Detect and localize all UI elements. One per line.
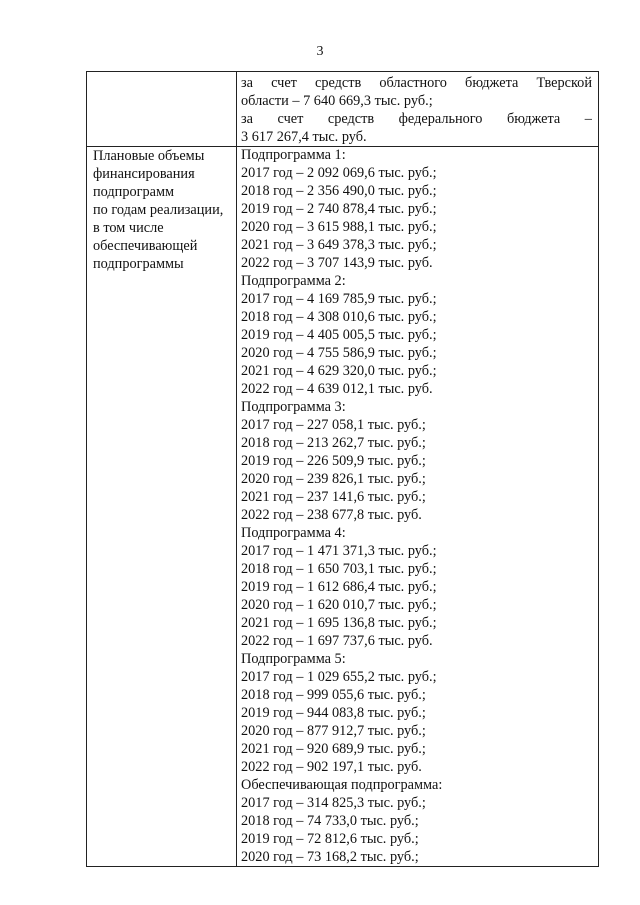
row1-label	[87, 72, 236, 74]
financing-line: 2018 год – 213 262,7 тыс. руб.;	[241, 435, 426, 451]
label-line: Плановые объемы	[93, 148, 205, 164]
financing-line: 2019 год – 72 812,6 тыс. руб.;	[241, 831, 419, 847]
financing-line: 2017 год – 2 092 069,6 тыс. руб.;	[241, 165, 437, 181]
financing-line: Подпрограмма 3:	[241, 399, 346, 415]
financing-line: 2019 год – 944 083,8 тыс. руб.;	[241, 705, 426, 721]
financing-line: 2022 год – 4 639 012,1 тыс. руб.	[241, 381, 433, 397]
financing-line: 2018 год – 1 650 703,1 тыс. руб.;	[241, 561, 437, 577]
financing-line: 2017 год – 4 169 785,9 тыс. руб.;	[241, 291, 437, 307]
financing-line: 2021 год – 4 629 320,0 тыс. руб.;	[241, 363, 437, 379]
regional-budget-line	[241, 74, 592, 92]
label-line: подпрограммы	[93, 256, 184, 272]
row1-value-cell	[237, 72, 599, 147]
label-line: в том числе	[93, 220, 164, 236]
financing-line: 2017 год – 314 825,3 тыс. руб.;	[241, 795, 426, 811]
financing-line: Подпрограмма 2:	[241, 273, 346, 289]
word: бюджета	[465, 75, 519, 91]
federal-budget-amount: 3 617 267,4 тыс. руб.	[241, 129, 367, 145]
financing-line: Подпрограмма 1:	[241, 147, 346, 163]
financing-line: 2018 год – 4 308 010,6 тыс. руб.;	[241, 309, 437, 325]
financing-line: 2019 год – 2 740 878,4 тыс. руб.;	[241, 201, 437, 217]
financing-line: 2020 год – 877 912,7 тыс. руб.;	[241, 723, 426, 739]
federal-budget-line	[241, 110, 592, 128]
financing-line: 2019 год – 1 612 686,4 тыс. руб.;	[241, 579, 437, 595]
financing-line: 2020 год – 1 620 010,7 тыс. руб.;	[241, 597, 437, 613]
financing-line: 2022 год – 238 677,8 тыс. руб.	[241, 507, 422, 523]
financing-line: 2022 год – 1 697 737,6 тыс. руб.	[241, 633, 433, 649]
word: за	[241, 111, 253, 127]
financing-line: 2021 год – 237 141,6 тыс. руб.;	[241, 489, 426, 505]
financing-line: 2021 год – 3 649 378,3 тыс. руб.;	[241, 237, 437, 253]
financing-line: 2019 год – 4 405 005,5 тыс. руб.;	[241, 327, 437, 343]
regional-budget-amount: области – 7 640 669,3 тыс. руб.;	[241, 93, 433, 109]
word: за	[241, 75, 253, 91]
financing-line: 2018 год – 999 055,6 тыс. руб.;	[241, 687, 426, 703]
label-line: обеспечивающей	[93, 238, 198, 254]
financing-line: 2017 год – 1 029 655,2 тыс. руб.;	[241, 669, 437, 685]
financing-line: 2022 год – 3 707 143,9 тыс. руб.	[241, 255, 433, 271]
financing-line: 2017 год – 1 471 371,3 тыс. руб.;	[241, 543, 437, 559]
table-row	[87, 72, 599, 147]
financing-line: 2021 год – 920 689,9 тыс. руб.;	[241, 741, 426, 757]
financing-line: 2022 год – 902 197,1 тыс. руб.	[241, 759, 422, 775]
financing-line: 2018 год – 74 733,0 тыс. руб.;	[241, 813, 419, 829]
word: –	[584, 111, 592, 127]
financing-line: 2019 год – 226 509,9 тыс. руб.;	[241, 453, 426, 469]
label-line: по годам реализации,	[93, 202, 224, 218]
financing-table	[86, 71, 599, 867]
page-number: 3	[316, 44, 324, 59]
financing-line: 2018 год – 2 356 490,0 тыс. руб.;	[241, 183, 437, 199]
word: средств	[327, 111, 375, 127]
word: Тверской	[536, 75, 592, 91]
financing-line: Подпрограмма 4:	[241, 525, 346, 541]
table-row	[87, 147, 599, 867]
financing-line: 2017 год – 227 058,1 тыс. руб.;	[241, 417, 426, 433]
financing-line: 2020 год – 3 615 988,1 тыс. руб.;	[241, 219, 437, 235]
word: счет	[271, 75, 297, 91]
row2-value-cell	[237, 147, 599, 867]
label-line: финансирования	[93, 166, 195, 182]
financing-line: 2021 год – 1 695 136,8 тыс. руб.;	[241, 615, 437, 631]
row1-label-cell	[87, 72, 237, 147]
row2-label-cell	[87, 147, 237, 867]
label-line: подпрограмм	[93, 184, 175, 200]
financing-line: Обеспечивающая подпрограмма:	[241, 777, 443, 793]
word: бюджета	[506, 111, 561, 127]
word: федерального	[398, 111, 483, 127]
financing-line: Подпрограмма 5:	[241, 651, 346, 667]
word: областного	[379, 75, 447, 91]
word: средств	[315, 75, 362, 91]
financing-line: 2020 год – 73 168,2 тыс. руб.;	[241, 849, 419, 865]
financing-line: 2020 год – 239 826,1 тыс. руб.;	[241, 471, 426, 487]
financing-line: 2020 год – 4 755 586,9 тыс. руб.;	[241, 345, 437, 361]
word: счет	[277, 111, 304, 127]
